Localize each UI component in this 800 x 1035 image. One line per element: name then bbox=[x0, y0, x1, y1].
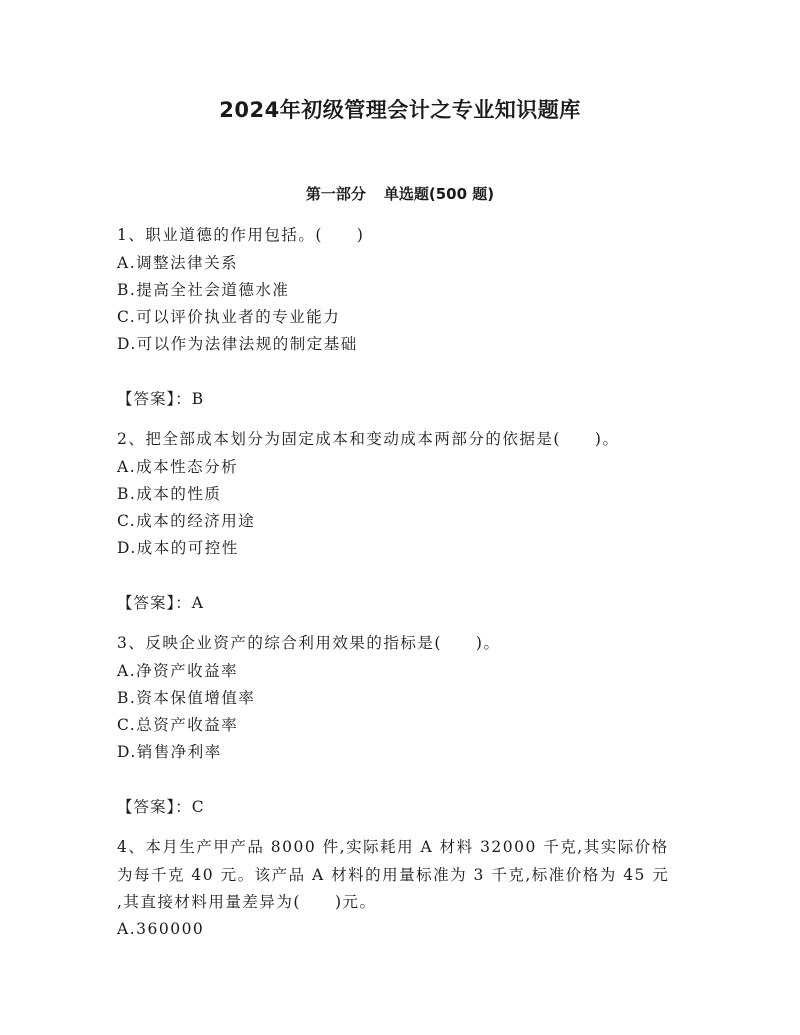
question-1-option-b: B.提高全社会道德水准 bbox=[117, 281, 290, 299]
question-3-answer: 【答案】：C bbox=[117, 798, 205, 816]
question-4-stem-line-1: 4、本月生产甲产品 8000 件,实际耗用 A 材料 32000 千克,其实际价格 bbox=[117, 838, 669, 856]
question-3-stem: 3、反映企业资产的综合利用效果的指标是( )。 bbox=[117, 634, 501, 652]
question-3-option-a: A.净资产收益率 bbox=[117, 662, 239, 680]
section-part-label: 第一部分 bbox=[305, 185, 366, 203]
question-3-option-d: D.销售净利率 bbox=[117, 743, 222, 761]
question-4-option-a: A.360000 bbox=[117, 920, 205, 938]
question-4-stem-line-3: ,其直接材料用量差异为( )元。 bbox=[117, 893, 377, 911]
question-1-option-a: A.调整法律关系 bbox=[117, 254, 239, 272]
question-2-option-b: B.成本的性质 bbox=[117, 485, 222, 503]
question-3-option-b: B.资本保值增值率 bbox=[117, 689, 256, 707]
section-name-label: 单选题(500 题) bbox=[383, 185, 495, 203]
section-heading bbox=[0, 183, 800, 204]
question-2-option-a: A.成本性态分析 bbox=[117, 458, 239, 476]
question-4-stem-line-2: 为每千克 40 元。该产品 A 材料的用量标准为 3 千克,标准价格为 45 元 bbox=[117, 866, 670, 884]
question-1-answer: 【答案】：B bbox=[117, 390, 205, 408]
question-2-answer: 【答案】：A bbox=[117, 594, 204, 612]
question-1-option-d: D.可以作为法律法规的制定基础 bbox=[117, 335, 358, 353]
question-1-option-c: C.可以评价执业者的专业能力 bbox=[117, 308, 341, 326]
question-1-stem: 1、职业道德的作用包括。( ) bbox=[117, 226, 365, 244]
question-2-option-d: D.成本的可控性 bbox=[117, 539, 239, 557]
question-2-stem: 2、把全部成本划分为固定成本和变动成本两部分的依据是( )。 bbox=[117, 430, 620, 448]
question-2-option-c: C.成本的经济用途 bbox=[117, 512, 256, 530]
page-title: 2024年初级管理会计之专业知识题库 bbox=[219, 98, 581, 122]
question-3-option-c: C.总资产收益率 bbox=[117, 716, 239, 734]
